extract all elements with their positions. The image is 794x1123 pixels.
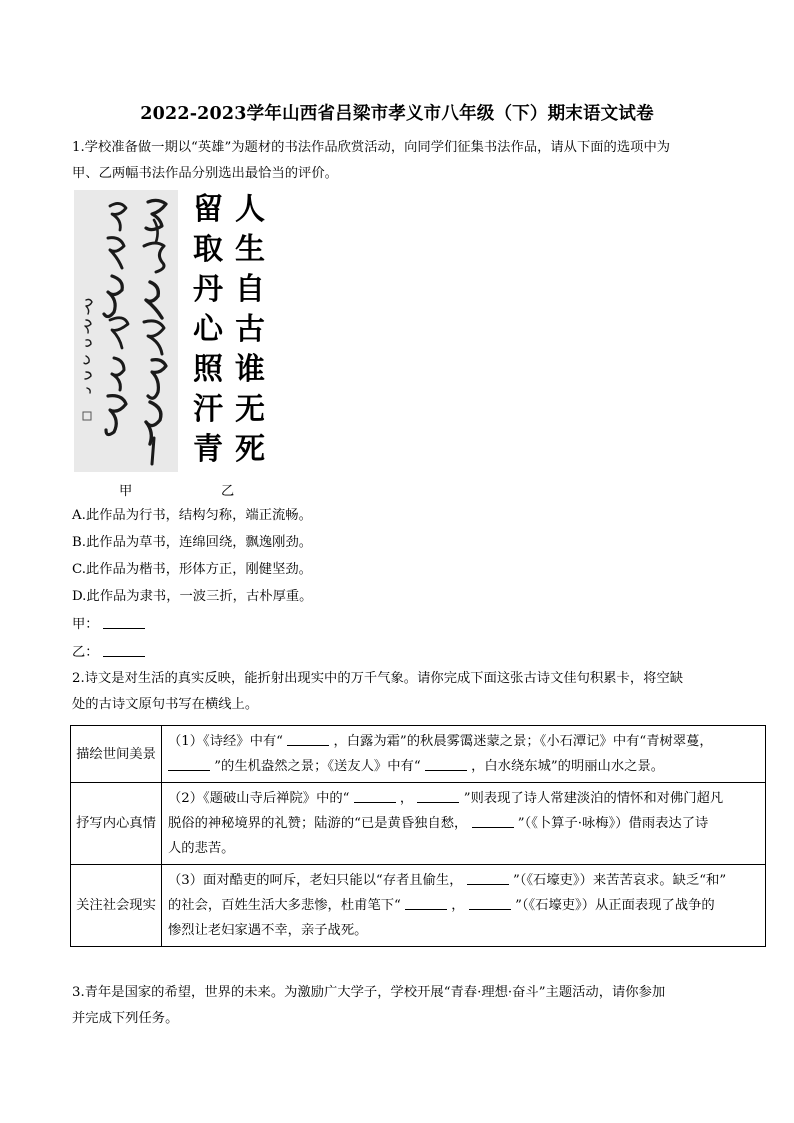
- content-line: [168, 868, 761, 893]
- answer-label: 乙：: [72, 645, 99, 660]
- row-category-label: 抒写内心真情: [71, 783, 162, 865]
- content-line: [168, 786, 761, 811]
- content-text: ”（《石壕吏》）来苦苦哀求。缺乏“和”: [508, 873, 727, 888]
- calligraphy-char: 丹: [193, 272, 223, 307]
- fill-blank[interactable]: [472, 815, 514, 828]
- q2-stem-line2: 处的古诗文原句书写在横线上。: [72, 697, 259, 712]
- row-content: [162, 865, 766, 947]
- poetry-card-row: [71, 865, 766, 947]
- content-line: [168, 918, 761, 943]
- content-line: [168, 836, 761, 861]
- calligraphy-column-right: [230, 190, 270, 470]
- page-title: 2022-2023学年山西省吕梁市孝义市八年级（下）期末语文试卷: [140, 104, 654, 124]
- content-text: 脱俗的神秘境界的礼赞；陆游的“已是黄昏独自愁，: [168, 816, 472, 831]
- cursive-calligraphy-illustration: [74, 190, 178, 472]
- content-text: （3）面对酷吏的呵斥，老妇只能以“存者且偷生，: [168, 873, 467, 888]
- calligraphy-char: 人: [235, 192, 265, 227]
- calligraphy-char: 死: [235, 432, 265, 467]
- content-line: [168, 893, 761, 918]
- calligraphy-image-yi: [188, 190, 270, 470]
- calligraphy-char: 青: [193, 432, 223, 467]
- content-text: ，: [395, 791, 418, 806]
- calligraphy-char: 汗: [193, 392, 223, 427]
- content-text: ”则表现了诗人常建淡泊的情怀和对佛门超凡: [459, 791, 724, 806]
- calligraphy-char: 心: [193, 312, 223, 347]
- content-text: ，白水绕东城”的明丽山水之景。: [466, 759, 665, 774]
- calligraphy-image-jia: [74, 190, 178, 472]
- calligraphy-column-left: [188, 190, 228, 470]
- q3-stem-line1: 3.青年是国家的希望，世界的未来。为激励广大学子，学校开展“青春·理想·奋斗”主题活动，请你参加: [72, 985, 666, 1000]
- q1-option-c: C.此作品为楷书，形体方正，刚健坚劲。: [72, 562, 312, 577]
- row-content: [162, 783, 766, 865]
- fill-blank[interactable]: [417, 790, 459, 803]
- poetry-card-row: [71, 783, 766, 865]
- calligraphy-char: 无: [235, 392, 265, 427]
- q1-stem-line2: 甲、乙两幅书法作品分别选出最恰当的评价。: [72, 166, 338, 181]
- content-text: ”（《卜算子·咏梅》）借雨表达了诗: [513, 816, 709, 831]
- fill-blank[interactable]: [467, 872, 509, 885]
- row-category-label: 描绘世间美景: [71, 726, 162, 783]
- q3-stem-line2: 并完成下列任务。: [72, 1011, 179, 1026]
- content-text: ，: [447, 898, 469, 913]
- calligraphy-char: 留: [193, 192, 223, 227]
- row-content: [162, 726, 766, 783]
- q1-answer-yi: [72, 643, 145, 663]
- content-line: [168, 729, 761, 754]
- q1-stem-line1: 1.学校准备做一期以“英雄”为题材的书法作品欣赏活动，向同学们征集书法作品，请从下面的选项中为: [72, 140, 671, 155]
- content-text: 惨烈让老妇家遇不幸，亲子战死。: [168, 923, 368, 938]
- q1-answer-jia: [72, 615, 145, 635]
- fill-blank[interactable]: [354, 790, 396, 803]
- calligraphy-char: 生: [235, 232, 265, 267]
- calligraphy-char: 照: [193, 352, 223, 387]
- content-text: ”的生机盎然之景；《送友人》中有“: [210, 759, 425, 774]
- image-caption-yi: 乙: [221, 484, 235, 499]
- poetry-card-table: [70, 725, 766, 947]
- q1-option-a: A.此作品为行书，结构匀称，端正流畅。: [72, 508, 312, 523]
- fill-blank[interactable]: [168, 758, 210, 771]
- content-line: [168, 811, 761, 836]
- q1-option-d: D.此作品为隶书，一波三折，古朴厚重。: [72, 589, 313, 604]
- content-text: 的社会，百姓生活大多悲惨，杜甫笔下“: [168, 898, 406, 913]
- q1-option-b: B.此作品为草书，连绵回绕，飘逸刚劲。: [72, 535, 313, 550]
- answer-blank[interactable]: [103, 616, 145, 629]
- content-text: （2）《题破山寺后禅院》中的“: [168, 791, 354, 806]
- content-text: 人的悲苦。: [168, 841, 235, 856]
- answer-blank[interactable]: [103, 644, 145, 657]
- poetry-card-row: [71, 726, 766, 783]
- answer-label: 甲：: [72, 617, 99, 632]
- calligraphy-char: 古: [235, 312, 265, 347]
- content-text: （1）《诗经》中有“: [168, 734, 288, 749]
- calligraphy-char: 谁: [235, 352, 265, 387]
- fill-blank[interactable]: [405, 897, 447, 910]
- row-category-label: 关注社会现实: [71, 865, 162, 947]
- content-text: ”（《石壕吏》）从正面表现了战争的: [510, 898, 715, 913]
- content-text: ，白露为霜”的秋晨雾霭迷蒙之景；《小石潭记》中有“青树翠蔓，: [329, 734, 713, 749]
- fill-blank[interactable]: [425, 758, 467, 771]
- image-caption-jia: 甲: [119, 484, 133, 499]
- fill-blank[interactable]: [287, 733, 329, 746]
- calligraphy-char: 自: [235, 272, 265, 307]
- calligraphy-char: 取: [193, 232, 223, 267]
- fill-blank[interactable]: [469, 897, 511, 910]
- q2-stem-line1: 2.诗文是对生活的真实反映，能折射出现实中的万千气象。请你完成下面这张古诗文佳句积累卡，将空缺: [72, 671, 684, 686]
- content-line: [168, 754, 761, 779]
